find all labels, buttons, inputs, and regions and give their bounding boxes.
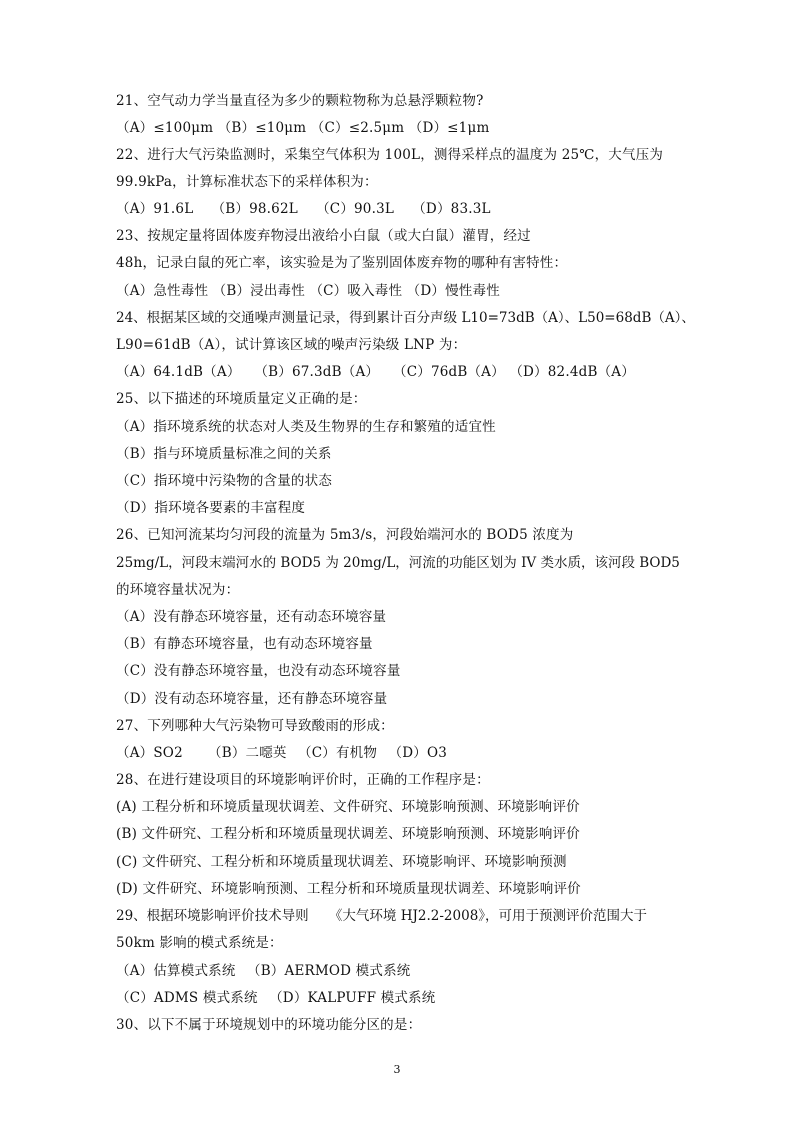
q22-options: （A）91.6L （B）98.62L （C）90.3L （D）83.3L	[116, 201, 491, 217]
q25-option-d: （D）指环境各要素的丰富程度	[116, 500, 306, 516]
q26-option-a: （A）没有静态环境容量，还有动态环境容量	[116, 609, 387, 625]
q26-option-c: （C）没有静态环境容量，也没有动态环境容量	[116, 663, 401, 679]
q28-option-b: (B) 文件研究、工程分析和环境质量现状调差、环境影响预测、环境影响评价	[116, 826, 580, 842]
q29-question: 29、根据环境影响评价技术导则 《大气环境 HJ2.2-2008》，可用于预测评价范围大于	[116, 908, 648, 924]
q26-question-cont: 25mg/L，河段末端河水的 BOD5 为 20mg/L，河流的功能区划为 IV 类水质，该河段 BOD5	[116, 555, 680, 571]
q23-question: 23、按规定量将固体废弃物浸出液给小白鼠（或大白鼠）灌胃，经过	[116, 228, 531, 244]
q29-options-cd: （C）ADMS 模式系统 （D）KALPUFF 模式系统	[116, 990, 436, 1006]
q26-question-cont2: 的环境容量状况为：	[116, 582, 240, 598]
q25-option-a: （A）指环境系统的状态对人类及生物界的生存和繁殖的适宜性	[116, 419, 496, 435]
q23-options: （A）急性毒性 （B）浸出毒性 （C）吸入毒性 （D）慢性毒性	[116, 283, 500, 299]
q28-option-c: (C) 文件研究、工程分析和环境质量现状调差、环境影响评、环境影响预测	[116, 854, 567, 870]
q25-option-c: （C）指环境中污染物的含量的状态	[116, 473, 333, 489]
q22-question-cont: 99.9kPa，计算标准状态下的采样体积为：	[116, 174, 378, 190]
q29-question-cont: 50km 影响的模式系统是：	[116, 935, 283, 951]
q30-question: 30、以下不属于环境规划中的环境功能分区的是：	[116, 1017, 422, 1033]
q25-option-b: （B）指与环境质量标准之间的关系	[116, 446, 332, 462]
q29-options-ab: （A）估算模式系统 （B）AERMOD 模式系统	[116, 963, 411, 979]
q24-question: 24、根据某区域的交通噪声测量记录，得到累计百分声级 L10=73dB（A）、L50=68dB（A）、	[116, 310, 695, 326]
q25-question: 25、以下描述的环境质量定义正确的是：	[116, 391, 367, 407]
page-number: 3	[393, 1063, 401, 1076]
q21-question: 21、空气动力学当量直径为多少的颗粒物称为总悬浮颗粒物?	[116, 93, 484, 109]
q28-option-a: (A) 工程分析和环境质量现状调差、文件研究、环境影响预测、环境影响评价	[116, 799, 580, 815]
q22-question: 22、进行大气污染监测时，采集空气体积为 100L，测得采样点的温度为 25℃，大气压为	[116, 147, 664, 163]
q26-option-d: （D）没有动态环境容量，还有静态环境容量	[116, 691, 388, 707]
q26-question: 26、已知河流某均匀河段的流量为 5m3/s，河段始端河水的 BOD5 浓度为	[116, 527, 574, 543]
q26-option-b: （B）有静态环境容量，也有动态环境容量	[116, 636, 373, 652]
q23-question-cont: 48h，记录白鼠的死亡率，该实验是为了鉴别固体废弃物的哪种有害特性：	[116, 255, 568, 271]
q24-options: （A）64.1dB（A） （B）67.3dB（A） （C）76dB（A） （D）82.4dB（A）	[116, 364, 635, 380]
q24-question-cont: L90=61dB（A），试计算该区域的噪声污染级 LNP 为：	[116, 337, 467, 353]
q28-question: 28、在进行建设项目的环境影响评价时，正确的工作程序是：	[116, 772, 490, 788]
q28-option-d: (D) 文件研究、环境影响预测、工程分析和环境质量现状调差、环境影响评价	[116, 881, 581, 897]
q21-options: （A）≤100μm （B）≤10μm （C）≤2.5μm （D）≤1μm	[116, 120, 490, 136]
q27-options: （A）SO2 （B）二噁英 （C）有机物 （D）O3	[116, 745, 448, 761]
q27-question: 27、下列哪种大气污染物可导致酸雨的形成：	[116, 718, 394, 734]
